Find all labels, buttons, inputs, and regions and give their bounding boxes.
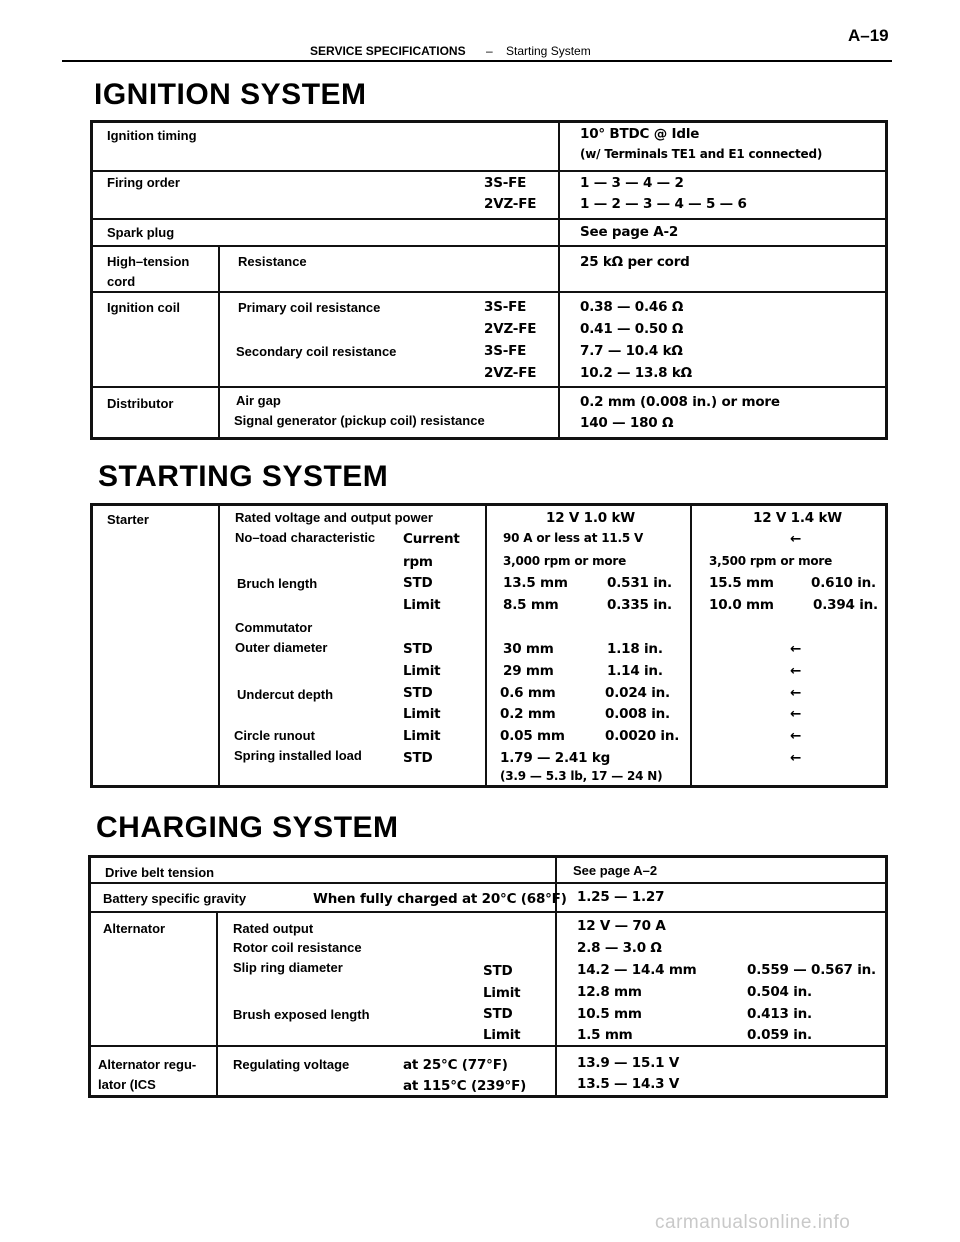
- watermark: carmanualsonline.info: [655, 1212, 851, 1233]
- starter-a-value: 0.008 in.: [605, 706, 670, 722]
- header-separator: –: [486, 44, 493, 58]
- header-subtitle: Starting System: [506, 44, 591, 58]
- slip-ring-label: Slip ring diameter: [233, 960, 343, 975]
- outer-diameter-label: Outer diameter: [235, 640, 328, 655]
- starter-label: Starter: [107, 512, 149, 527]
- starter-a-value: 0.2 mm: [500, 706, 556, 722]
- starting-table: [90, 503, 888, 788]
- signal-generator-label: Signal generator (pickup coil) resistance: [234, 413, 485, 428]
- battery-gravity-value: 1.25 — 1.27: [577, 889, 665, 905]
- slip-std-in: 0.559 — 0.567 in.: [747, 962, 876, 978]
- regulating-voltage-label: Regulating voltage: [233, 1057, 350, 1072]
- engine-3s-fe: 3S-FE: [484, 299, 527, 315]
- starter-a-heading: 12 V 1.0 kW: [546, 510, 635, 526]
- ignition-table: [90, 120, 888, 440]
- drive-belt-value: See page A–2: [573, 863, 658, 878]
- divider: [558, 120, 560, 440]
- starter-a-value: 0.05 mm: [500, 728, 565, 744]
- bruch-length-label: Bruch length: [237, 576, 318, 591]
- no-load-label: No–toad characteristic: [235, 530, 376, 545]
- divider: [690, 503, 692, 788]
- rotor-coil-value: 2.8 — 3.0 Ω: [577, 940, 662, 956]
- starter-a-current: 90 A or less at 11.5 V: [503, 531, 644, 545]
- header-title: SERVICE SPECIFICATIONS: [310, 44, 466, 58]
- battery-condition: When fully charged at 20°C (68°F): [313, 891, 567, 907]
- brush-limit-mm: 1.5 mm: [577, 1027, 633, 1043]
- rated-output-value: 12 V — 70 A: [577, 918, 666, 934]
- limit-label: Limit: [403, 597, 441, 613]
- starter-a-value: 8.5 mm: [503, 597, 559, 613]
- ignition-timing-condition: (w/ Terminals TE1 and E1 connected): [580, 147, 823, 161]
- divider: [88, 1045, 888, 1047]
- starter-b-value: 10.0 mm: [709, 597, 774, 613]
- regulator-condition-115c: at 115°C (239°F): [403, 1078, 527, 1094]
- divider: [90, 386, 888, 388]
- std-label: STD: [483, 1006, 513, 1022]
- current-label: Current: [403, 531, 460, 547]
- starter-a-value: 0.6 mm: [500, 685, 556, 701]
- brush-limit-in: 0.059 in.: [747, 1027, 812, 1043]
- std-label: STD: [403, 685, 433, 701]
- regulator-condition-25c: at 25°C (77°F): [403, 1057, 508, 1073]
- signal-generator-value: 140 — 180 Ω: [580, 415, 674, 431]
- starter-a-value: 0.024 in.: [605, 685, 670, 701]
- starter-a-value: 30 mm: [503, 641, 554, 657]
- secondary-coil-label: Secondary coil resistance: [236, 344, 397, 359]
- high-tension-cord-label-2: cord: [107, 274, 136, 289]
- starter-a-rpm: 3,000 rpm or more: [503, 554, 627, 568]
- limit-label: Limit: [483, 1027, 521, 1043]
- secondary-3s-value: 7.7 — 10.4 kΩ: [580, 343, 683, 359]
- page-number: A–19: [848, 26, 889, 45]
- header-rule: [62, 60, 892, 62]
- spring-load-label: Spring installed load: [234, 748, 362, 763]
- cord-resistance-value: 25 kΩ per cord: [580, 254, 690, 270]
- divider: [216, 911, 218, 1098]
- slip-limit-in: 0.504 in.: [747, 984, 812, 1000]
- ignition-timing-value: 10° BTDC @ Idle: [580, 126, 700, 142]
- rotor-coil-label: Rotor coil resistance: [233, 940, 362, 955]
- regulator-label: Alternator regu-: [98, 1057, 197, 1072]
- brush-length-label: Brush exposed length: [233, 1007, 370, 1022]
- starter-a-value: 0.0020 in.: [605, 728, 680, 744]
- starter-b-value: 0.394 in.: [813, 597, 878, 613]
- ignition-coil-label: Ignition coil: [107, 300, 180, 315]
- std-label: STD: [403, 575, 433, 591]
- slip-std-mm: 14.2 — 14.4 mm: [577, 962, 697, 978]
- same-as-left-mark: ←: [790, 750, 802, 766]
- secondary-2vz-value: 10.2 — 13.8 kΩ: [580, 365, 692, 381]
- regulator-label-2: lator (ICS: [98, 1077, 156, 1092]
- limit-label: Limit: [483, 985, 521, 1001]
- primary-coil-label: Primary coil resistance: [238, 300, 381, 315]
- starter-a-value: 29 mm: [503, 663, 554, 679]
- divider: [88, 882, 888, 884]
- engine-2vz-fe: 2VZ-FE: [484, 196, 537, 212]
- limit-label: Limit: [403, 663, 441, 679]
- drive-belt-label: Drive belt tension: [105, 865, 215, 880]
- circle-runout-label: Circle runout: [234, 728, 315, 743]
- primary-2vz-value: 0.41 — 0.50 Ω: [580, 321, 684, 337]
- divider: [90, 245, 888, 247]
- starter-b-heading: 12 V 1.4 kW: [753, 510, 842, 526]
- firing-order-label: Firing order: [107, 175, 180, 190]
- firing-order-2vz-value: 1 — 2 — 3 — 4 — 5 — 6: [580, 196, 747, 212]
- std-label: STD: [403, 750, 433, 766]
- rated-voltage-label: Rated voltage and output power: [235, 510, 433, 525]
- starter-a-value: 0.531 in.: [607, 575, 672, 591]
- starter-a-value: 1.18 in.: [607, 641, 663, 657]
- ignition-heading: IGNITION SYSTEM: [94, 78, 367, 111]
- spark-plug-value: See page A-2: [580, 224, 679, 240]
- divider: [90, 170, 888, 172]
- commutator-label: Commutator: [235, 620, 313, 635]
- starter-b-value: 0.610 in.: [811, 575, 876, 591]
- brush-std-mm: 10.5 mm: [577, 1006, 642, 1022]
- regulating-voltage-25c: 13.9 — 15.1 V: [577, 1055, 680, 1071]
- divider: [88, 911, 888, 913]
- std-label: STD: [403, 641, 433, 657]
- charging-heading: CHARGING SYSTEM: [96, 811, 399, 844]
- std-label: STD: [483, 963, 513, 979]
- ignition-timing-label: Ignition timing: [107, 128, 197, 143]
- regulating-voltage-115c: 13.5 — 14.3 V: [577, 1076, 680, 1092]
- air-gap-label: Air gap: [236, 393, 281, 408]
- limit-label: Limit: [403, 706, 441, 722]
- starter-a-value: 1.14 in.: [607, 663, 663, 679]
- divider: [218, 503, 220, 788]
- starter-a-value: 13.5 mm: [503, 575, 568, 591]
- same-as-left-mark: ←: [790, 728, 802, 744]
- same-as-left-mark: ←: [790, 706, 802, 722]
- distributor-label: Distributor: [107, 396, 174, 411]
- divider: [218, 245, 220, 440]
- starting-heading: STARTING SYSTEM: [98, 460, 389, 493]
- rpm-label: rpm: [403, 554, 433, 570]
- starter-b-value: 15.5 mm: [709, 575, 774, 591]
- alternator-label: Alternator: [103, 921, 166, 936]
- engine-2vz-fe: 2VZ-FE: [484, 365, 537, 381]
- starter-b-rpm: 3,500 rpm or more: [709, 554, 833, 568]
- divider: [90, 218, 888, 220]
- engine-2vz-fe: 2VZ-FE: [484, 321, 537, 337]
- primary-3s-value: 0.38 — 0.46 Ω: [580, 299, 684, 315]
- same-as-left-mark: ←: [790, 663, 802, 679]
- same-as-left-mark: ←: [790, 531, 802, 547]
- spark-plug-label: Spark plug: [107, 225, 175, 240]
- brush-std-in: 0.413 in.: [747, 1006, 812, 1022]
- divider: [90, 291, 888, 293]
- firing-order-3s-value: 1 — 3 — 4 — 2: [580, 175, 684, 191]
- undercut-depth-label: Undercut depth: [237, 687, 334, 702]
- high-tension-cord-label: High–tension: [107, 254, 190, 269]
- engine-3s-fe: 3S-FE: [484, 343, 527, 359]
- starter-a-spring-2: (3.9 — 5.3 lb, 17 — 24 N): [500, 769, 663, 783]
- starter-a-spring: 1.79 — 2.41 kg: [500, 750, 611, 766]
- starter-a-value: 0.335 in.: [607, 597, 672, 613]
- air-gap-value: 0.2 mm (0.008 in.) or more: [580, 394, 780, 410]
- engine-3s-fe: 3S-FE: [484, 175, 527, 191]
- slip-limit-mm: 12.8 mm: [577, 984, 642, 1000]
- battery-gravity-label: Battery specific gravity: [103, 891, 247, 906]
- rated-output-label: Rated output: [233, 921, 314, 936]
- same-as-left-mark: ←: [790, 685, 802, 701]
- same-as-left-mark: ←: [790, 641, 802, 657]
- divider: [485, 503, 487, 788]
- resistance-label: Resistance: [238, 254, 307, 269]
- limit-label: Limit: [403, 728, 441, 744]
